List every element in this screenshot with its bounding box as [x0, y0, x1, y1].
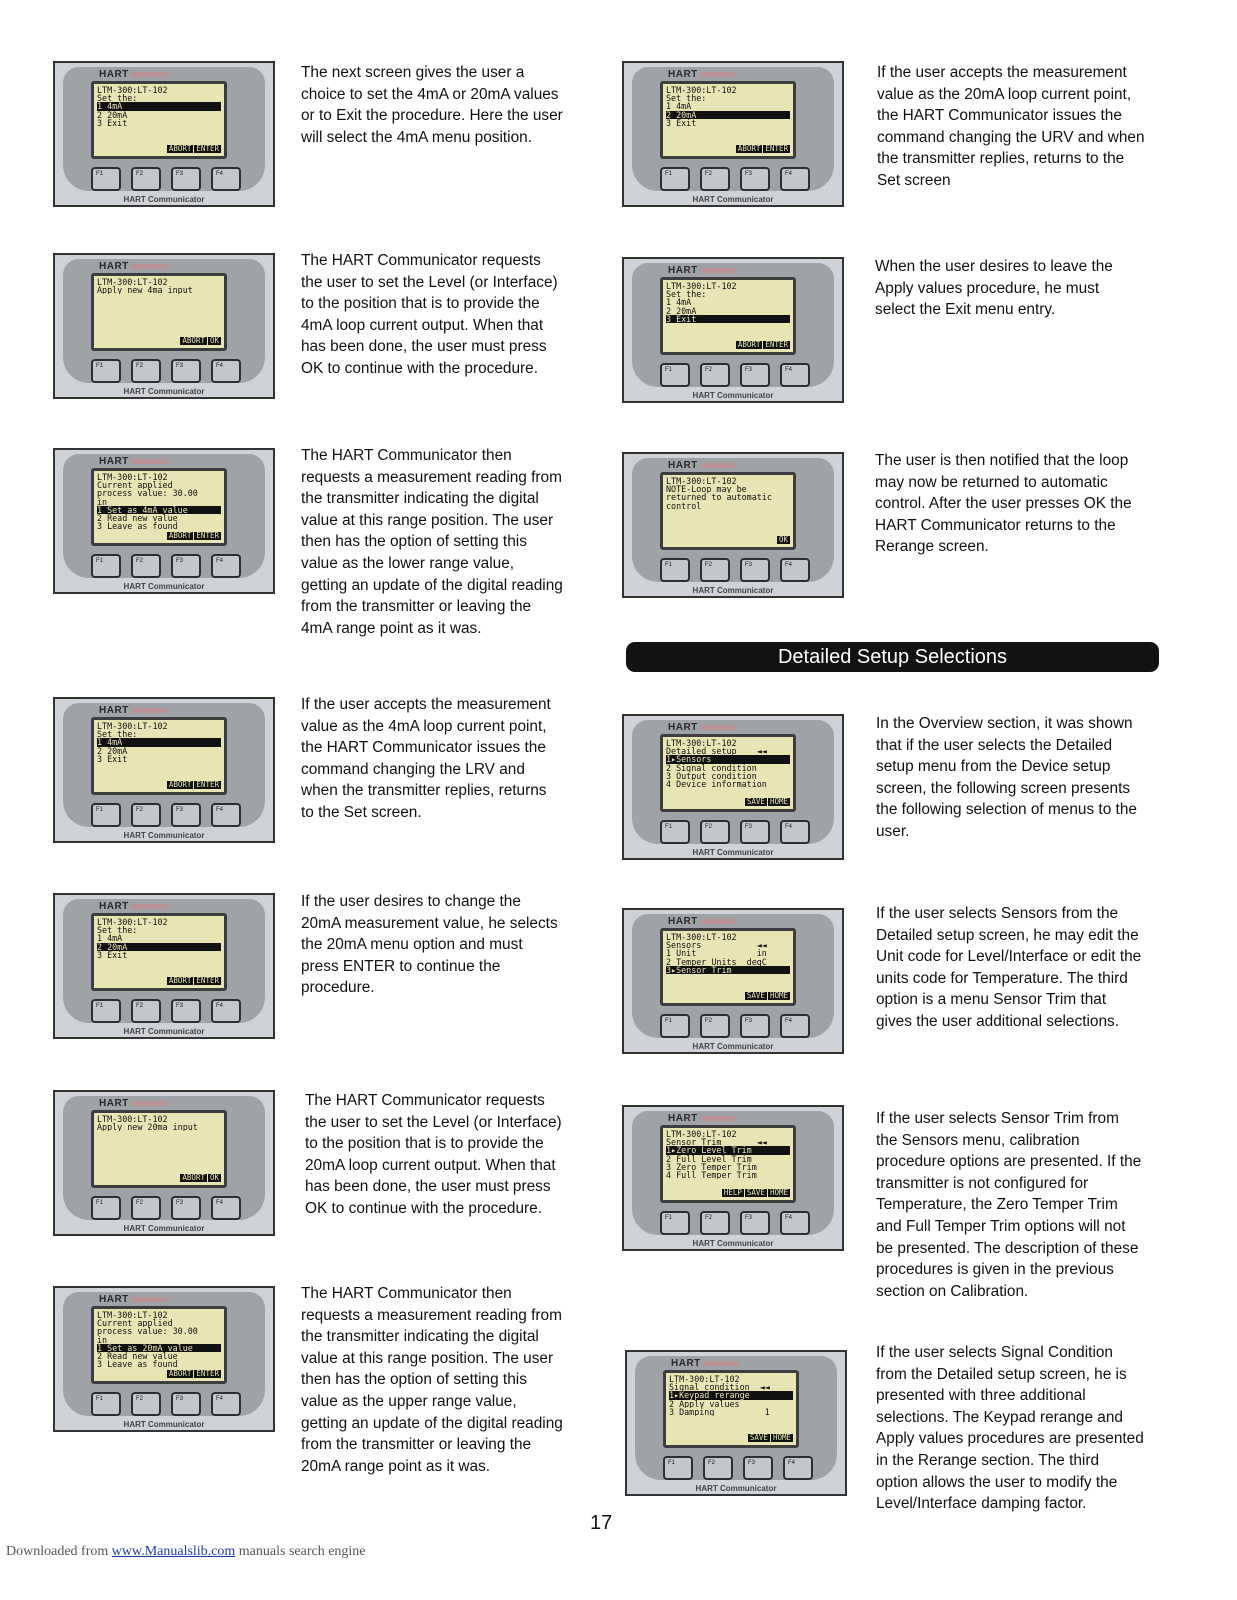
hart-logo: HART	[99, 705, 167, 716]
page-number: 17	[590, 1512, 613, 1534]
lcd-line: returned to automatic	[666, 493, 772, 502]
function-key: F1	[91, 1392, 121, 1416]
softkey-label: ABORT	[182, 1173, 205, 1182]
function-keys	[660, 363, 810, 387]
lcd-line: 3▸Sensor Trim	[666, 966, 790, 974]
lcd-screen	[660, 734, 796, 812]
lcd-line: Current applied	[97, 481, 173, 490]
softkey-bar	[736, 341, 790, 349]
description-text: The next screen gives the user a choice to set the 4mA or 20mA values or to Exit the procedure. Here the user will select the 4mA menu position.	[301, 64, 563, 146]
description-text: The HART Communicator requests the user to set the Level (or Interface) to the position that is to provide the 4mA loop current output. When that has been done, the user must press OK to continue with the procedure.	[301, 252, 558, 377]
function-key: F3	[740, 1014, 770, 1038]
lcd-line: Sensors ◄◄	[666, 941, 767, 950]
hart-communicator-image	[53, 697, 275, 843]
function-key: F2	[700, 363, 730, 387]
softkey-label: ABORT	[737, 144, 761, 153]
softkey-label: SAVE	[749, 1433, 768, 1442]
hart-logo: HART	[671, 1358, 739, 1369]
lcd-line: Apply new 4ma input	[97, 286, 193, 295]
lcd-screen	[660, 277, 796, 355]
lcd-line: Set the:	[666, 94, 707, 103]
softkey-bar	[745, 992, 790, 1000]
lcd-line: NOTE-Loop may be	[666, 485, 747, 494]
lcd-line: 2 20mA	[97, 110, 128, 119]
lcd-line: LTM-300:LT-102	[97, 1115, 168, 1124]
softkey-label: HOME	[772, 1433, 791, 1442]
lcd-line: LTM-300:LT-102	[666, 1130, 737, 1139]
lcd-line: LTM-300:LT-102	[666, 86, 737, 95]
function-key: F1	[660, 167, 690, 191]
lcd-line: 1 4mA	[97, 934, 123, 943]
lcd-line: 2 20mA	[666, 111, 790, 119]
manualslib-link[interactable]: www.Manualslib.com	[111, 1544, 236, 1559]
function-key: F4	[211, 999, 241, 1023]
function-keys	[91, 1196, 241, 1220]
hart-logo: HART	[99, 1294, 167, 1305]
lcd-line: LTM-300:LT-102	[669, 1375, 740, 1384]
hart-communicator-image	[622, 452, 844, 598]
description-text: If the user selects Sensors from the Detailed setup screen, he may edit the Unit code for Level/Interface or edit the units code for Temperature. The third option is a menu Sensor Trim that gives the user additional selections.	[876, 905, 1142, 1030]
description-text: The HART Communicator requests the user to set the Level (or Interface) to the position that is to provide the 20mA loop current output. When that has been done, the user must press OK to continue with the procedure.	[305, 1092, 562, 1217]
lcd-screen	[91, 81, 227, 159]
lcd-line: 2 Apply values	[669, 1399, 740, 1408]
function-key: F3	[171, 359, 201, 383]
device-footer-label: HART Communicator	[123, 831, 205, 840]
lcd-line: LTM-300:LT-102	[97, 278, 168, 287]
description-text: If the user selects Sensor Trim from the Sensors menu, calibration procedure options are presented. If the transmitter is not configured for Temperature, the Zero Temper Trim and Full Temper Trim options will not be presented. The description of these procedures is given in the previous section on Calibration.	[876, 1110, 1142, 1300]
lcd-line: 2 20mA	[666, 306, 697, 315]
function-key: F1	[660, 1211, 690, 1235]
hart-logo: HART	[668, 1113, 736, 1124]
softkey-bar	[180, 1174, 221, 1182]
lcd-line: 2 Temper Units degC	[666, 957, 767, 966]
function-key: F2	[131, 803, 161, 827]
lcd-line: 3 Leave as found	[97, 1360, 178, 1369]
lcd-screen	[91, 468, 227, 546]
softkey-bar	[167, 532, 221, 540]
hart-communicator-image	[622, 1105, 844, 1251]
lcd-screen	[91, 273, 227, 351]
softkey-label: ENTER	[196, 780, 219, 789]
lcd-screen	[660, 81, 796, 159]
hart-logo: HART	[99, 901, 167, 912]
lcd-line: 3 Exit	[97, 754, 128, 763]
credit-prefix: Downloaded from	[6, 1544, 112, 1559]
lcd-line: LTM-300:LT-102	[97, 722, 168, 731]
softkey-bar	[736, 145, 790, 153]
hart-logo: HART	[99, 1098, 167, 1109]
function-keys	[91, 803, 241, 827]
softkey-label: ABORT	[737, 340, 761, 349]
lcd-screen	[91, 717, 227, 795]
lcd-line: Set the:	[97, 926, 138, 935]
function-keys	[91, 1392, 241, 1416]
lcd-line: Set the:	[666, 290, 707, 299]
hart-communicator-image	[622, 908, 844, 1054]
function-key: F1	[91, 1196, 121, 1220]
softkey-label: HELP	[723, 1188, 742, 1197]
function-key: F2	[131, 554, 161, 578]
lcd-line: LTM-300:LT-102	[666, 933, 737, 942]
function-key: F4	[780, 1014, 810, 1038]
device-footer-label: HART Communicator	[123, 582, 205, 591]
function-keys	[660, 558, 810, 582]
device-footer-label: HART Communicator	[692, 848, 774, 857]
function-key: F4	[780, 1211, 810, 1235]
lcd-line: 4 Device information	[666, 779, 767, 789]
lcd-line: control	[666, 501, 702, 510]
function-key: F3	[171, 1196, 201, 1220]
softkey-bar	[180, 337, 221, 345]
softkey-bar	[167, 781, 221, 789]
description-text: The user is then notified that the loop may now be returned to automatic control. After the user presses OK the HART Communicator returns to the Rerange screen.	[875, 452, 1132, 556]
softkey-label: OK	[209, 1173, 219, 1182]
lcd-line: 1▸Zero Level Trim	[666, 1146, 790, 1154]
lcd-line: 2 20mA	[97, 943, 221, 951]
function-key: F1	[660, 820, 690, 844]
device-footer-label: HART Communicator	[692, 1042, 774, 1051]
softkey-bar	[722, 1189, 790, 1197]
function-key: F2	[131, 167, 161, 191]
device-footer-label: HART Communicator	[123, 1027, 205, 1036]
lcd-line: Set the:	[97, 730, 138, 739]
hart-communicator-image	[625, 1350, 847, 1496]
function-key: F3	[171, 999, 201, 1023]
function-key: F3	[171, 1392, 201, 1416]
lcd-line: 3 Exit	[666, 315, 790, 323]
device-footer-label: HART Communicator	[123, 1224, 205, 1233]
hart-logo: HART	[668, 722, 736, 733]
softkey-label: ABORT	[168, 1369, 192, 1378]
lcd-line: 4 Full Temper Trim	[666, 1170, 757, 1180]
function-key: F3	[171, 167, 201, 191]
softkey-label: SAVE	[746, 991, 765, 1000]
function-key: F1	[663, 1456, 693, 1480]
function-key: F2	[700, 1211, 730, 1235]
softkey-label: ABORT	[168, 780, 192, 789]
section-heading: Detailed Setup Selections	[626, 642, 1159, 672]
lcd-line: 3 Damping 1	[669, 1407, 770, 1416]
function-keys	[660, 1211, 810, 1235]
function-key: F4	[780, 167, 810, 191]
lcd-line: 2 Read new value	[97, 1351, 178, 1361]
description-text: If the user selects Signal Condition from the Detailed setup screen, he is presented with three additional selections. The Keypad rerange and Apply values procedures are presented in the Rerange section. The third option allows the user to modify the Level/Interface damping factor.	[876, 1344, 1144, 1513]
function-keys	[663, 1456, 813, 1480]
function-key: F4	[211, 554, 241, 578]
lcd-line: LTM-300:LT-102	[97, 1311, 168, 1320]
hart-communicator-image	[622, 714, 844, 860]
function-key: F1	[91, 359, 121, 383]
softkey-label: ENTER	[765, 340, 788, 349]
lcd-line: 1 4mA	[97, 738, 221, 746]
function-key: F2	[700, 1014, 730, 1038]
lcd-line: 1 4mA	[666, 298, 692, 307]
device-footer-label: HART Communicator	[692, 195, 774, 204]
function-key: F1	[660, 363, 690, 387]
description-text: If the user accepts the measurement value as the 20mA loop current point, the HART Communicator issues the command changing the URV and when the transmitter replies, returns to the Set screen	[877, 64, 1145, 189]
function-key: F3	[171, 554, 201, 578]
device-footer-label: HART Communicator	[692, 586, 774, 595]
lcd-line: LTM-300:LT-102	[97, 86, 168, 95]
lcd-screen	[91, 913, 227, 991]
function-keys	[660, 167, 810, 191]
description-text: When the user desires to leave the Apply values procedure, he must select the Exit menu entry.	[875, 258, 1113, 319]
description-text: The HART Communicator then requests a measurement reading from the transmitter indicating the digital value at this range position. The user then has the option of setting this value as the lower range value, getting an update of the digital reading from the transmitter or leaving the 4mA range point as it was.	[301, 447, 563, 637]
lcd-line: LTM-300:LT-102	[97, 918, 168, 927]
function-keys	[91, 359, 241, 383]
description-text: If the user accepts the measurement value as the 4mA loop current point, the HART Communicator issues the command changing the LRV and when the transmitter replies, returns to the Set screen.	[301, 696, 551, 821]
function-key: F2	[131, 999, 161, 1023]
softkey-label: ENTER	[196, 1369, 219, 1378]
lcd-line: 2 Read new value	[97, 513, 178, 523]
function-key: F4	[780, 558, 810, 582]
function-key: F3	[740, 167, 770, 191]
hart-logo: HART	[668, 460, 736, 471]
hart-logo: HART	[668, 69, 736, 80]
lcd-line: Detailed setup ◄◄	[666, 747, 767, 756]
hart-logo: HART	[668, 265, 736, 276]
lcd-line: 3 Exit	[97, 118, 128, 127]
function-key: F1	[91, 554, 121, 578]
hart-logo: HART	[99, 456, 167, 467]
lcd-line: Apply new 20ma input	[97, 1123, 198, 1132]
function-keys	[660, 820, 810, 844]
lcd-screen	[660, 928, 796, 1006]
lcd-screen	[660, 1125, 796, 1203]
lcd-line: in	[97, 1335, 108, 1344]
function-key: F1	[660, 558, 690, 582]
lcd-line: 3 Zero Temper Trim	[666, 1162, 757, 1171]
lcd-line: process value: 30.00	[97, 489, 198, 498]
softkey-label: ABORT	[168, 531, 192, 540]
softkey-label: ABORT	[182, 336, 205, 345]
lcd-line: 1▸Keypad rerange	[669, 1391, 793, 1399]
lcd-line: 2 20mA	[97, 746, 128, 755]
softkey-bar	[167, 977, 221, 985]
function-key: F1	[660, 1014, 690, 1038]
function-key: F2	[700, 558, 730, 582]
lcd-line: in	[97, 497, 108, 506]
hart-logo: HART	[99, 261, 167, 272]
lcd-line: 2 Full Level Trim	[666, 1154, 752, 1163]
lcd-line: Signal condition ◄◄	[669, 1383, 770, 1392]
function-key: F1	[91, 167, 121, 191]
function-key: F2	[131, 1196, 161, 1220]
function-keys	[91, 999, 241, 1023]
softkey-label: SAVE	[746, 797, 765, 806]
function-key: F1	[91, 803, 121, 827]
softkey-label: ABORT	[168, 144, 192, 153]
lcd-line: 1▸Sensors	[666, 755, 790, 763]
function-key: F2	[700, 167, 730, 191]
lcd-line: 3 Exit	[666, 118, 697, 127]
softkey-bar	[745, 798, 790, 806]
hart-logo: HART	[668, 916, 736, 927]
lcd-line: LTM-300:LT-102	[666, 739, 737, 748]
function-key: F3	[743, 1456, 773, 1480]
download-credit	[6, 1544, 366, 1560]
device-footer-label: HART Communicator	[123, 195, 205, 204]
softkey-bar	[167, 145, 221, 153]
lcd-line: 3 Exit	[97, 950, 128, 959]
hart-logo: HART	[99, 69, 167, 80]
device-footer-label: HART Communicator	[123, 387, 205, 396]
hart-communicator-image	[622, 61, 844, 207]
function-keys	[91, 167, 241, 191]
lcd-screen	[91, 1306, 227, 1384]
function-key: F4	[211, 1196, 241, 1220]
softkey-label: ENTER	[196, 144, 219, 153]
function-key: F2	[131, 359, 161, 383]
function-keys	[660, 1014, 810, 1038]
lcd-screen	[663, 1370, 799, 1448]
lcd-line: 3 Output condition	[666, 771, 757, 780]
device-footer-label: HART Communicator	[123, 1420, 205, 1429]
function-key: F4	[211, 803, 241, 827]
hart-communicator-image	[53, 1286, 275, 1432]
lcd-line: 1 Set as 4mA value	[97, 506, 221, 514]
softkey-bar	[777, 536, 790, 544]
function-key: F4	[211, 167, 241, 191]
description-text: The HART Communicator then requests a measurement reading from the transmitter indicating the digital value at this range position. The user then has the option of setting this value as the upper range value, getting an update of the digital reading from the transmitter or leaving the 20mA range point as it was.	[301, 1285, 563, 1475]
lcd-line: 1 Unit in	[666, 949, 767, 958]
function-key: F3	[740, 1211, 770, 1235]
hart-communicator-image	[53, 61, 275, 207]
lcd-line: 3 Leave as found	[97, 522, 178, 531]
function-key: F2	[131, 1392, 161, 1416]
function-key: F4	[211, 359, 241, 383]
hart-communicator-image	[53, 1090, 275, 1236]
softkey-bar	[167, 1370, 221, 1378]
function-key: F4	[780, 820, 810, 844]
description-text: In the Overview section, it was shown that if the user selects the Detailed setup menu from the Device setup screen, the following screen presents the following selection of menus to the user.	[876, 715, 1137, 840]
lcd-line: Current applied	[97, 1319, 173, 1328]
softkey-label: ABORT	[168, 976, 192, 985]
device-footer-label: HART Communicator	[692, 391, 774, 400]
softkey-label: SAVE	[746, 1188, 765, 1197]
function-key: F3	[740, 820, 770, 844]
function-key: F4	[780, 363, 810, 387]
softkey-label: OK	[778, 535, 788, 544]
softkey-bar	[748, 1434, 793, 1442]
function-key: F4	[783, 1456, 813, 1480]
softkey-label: HOME	[769, 797, 788, 806]
lcd-screen	[91, 1110, 227, 1188]
hart-communicator-image	[53, 893, 275, 1039]
lcd-line: 1 4mA	[97, 102, 221, 110]
lcd-line: Set the:	[97, 94, 138, 103]
lcd-line: 1 4mA	[666, 102, 692, 111]
hart-communicator-image	[53, 448, 275, 594]
softkey-label: ENTER	[765, 144, 788, 153]
lcd-line: 2 Signal condition	[666, 763, 757, 772]
function-key: F3	[740, 363, 770, 387]
function-key: F3	[171, 803, 201, 827]
softkey-label: ENTER	[196, 531, 219, 540]
lcd-line: 1 Set as 20mA value	[97, 1344, 221, 1352]
function-keys	[91, 554, 241, 578]
device-footer-label: HART Communicator	[695, 1484, 777, 1493]
hart-communicator-image	[53, 253, 275, 399]
softkey-label: HOME	[769, 991, 788, 1000]
credit-suffix: manuals search engine	[235, 1544, 366, 1559]
lcd-screen	[660, 472, 796, 550]
lcd-line: LTM-300:LT-102	[97, 473, 168, 482]
softkey-label: ENTER	[196, 976, 219, 985]
description-text: If the user desires to change the 20mA measurement value, he selects the 20mA menu option and must press ENTER to continue the procedure.	[301, 893, 558, 997]
function-key: F2	[700, 820, 730, 844]
function-key: F2	[703, 1456, 733, 1480]
device-footer-label: HART Communicator	[692, 1239, 774, 1248]
softkey-label: HOME	[769, 1188, 788, 1197]
lcd-line: LTM-300:LT-102	[666, 282, 737, 291]
function-key: F4	[211, 1392, 241, 1416]
hart-communicator-image	[622, 257, 844, 403]
lcd-line: process value: 30.00	[97, 1327, 198, 1336]
lcd-line: Sensor Trim ◄◄	[666, 1138, 767, 1147]
lcd-line: LTM-300:LT-102	[666, 477, 737, 486]
softkey-label: OK	[209, 336, 219, 345]
function-key: F3	[740, 558, 770, 582]
function-key: F1	[91, 999, 121, 1023]
